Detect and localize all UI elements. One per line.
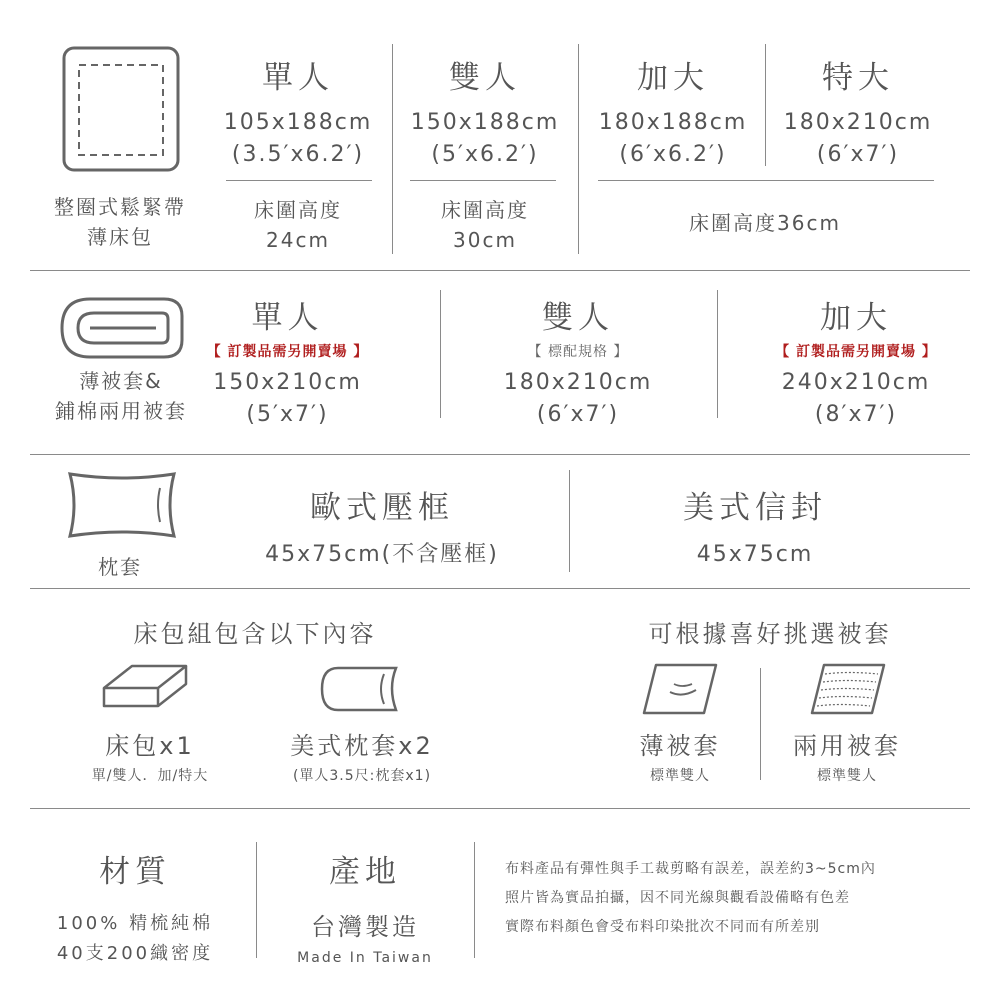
origin-title: 產地: [329, 854, 401, 890]
size-dim: 180x210cm: [783, 110, 933, 135]
height-single: [213, 195, 383, 255]
pillow-type-name: 美式信封: [683, 490, 827, 526]
size-dim: 105x188cm: [223, 110, 373, 135]
size-name: 特大: [822, 60, 894, 96]
duvet-choice-thin: [610, 726, 750, 785]
duvet-size-queen: [758, 292, 954, 431]
disclaimer-line: 布料產品有彈性與手工裁剪略有誤差，誤差約3~5cm內: [505, 861, 876, 877]
divider: [392, 44, 393, 254]
size-dim: 180x188cm: [598, 110, 748, 135]
pillowcase-label: 枕套: [98, 555, 142, 579]
size-dim-ft: (3.5′x6.2′): [231, 142, 365, 167]
pillow-type-dim: 45x75cm: [696, 542, 814, 567]
duvet-cover-label-line1: 薄被套&: [79, 369, 163, 393]
set-item-sub: 單/雙人．加/特大: [91, 768, 209, 784]
duvet-choice-quilted: [772, 726, 922, 785]
duvet-choice-name: 薄被套: [639, 732, 721, 760]
size-name: 加大: [820, 300, 892, 336]
size-name: 單人: [251, 300, 324, 336]
fitted-sheet-label-line1: 整圈式鬆緊帶: [54, 195, 186, 219]
divider: [765, 44, 766, 166]
divider: [598, 180, 934, 181]
disclaimer-line: 照片皆為實品拍攝，因不同光線與觀看設備略有色差: [505, 890, 850, 906]
origin-en: Made In Taiwan: [297, 950, 433, 966]
size-king: [773, 52, 943, 171]
fitted-sheet-label: [40, 192, 200, 252]
size-dim: 180x210cm: [503, 370, 653, 395]
set-item-pillowcase: [262, 726, 462, 785]
disclaimer-notes: [505, 855, 970, 942]
size-dim-ft: (6′x7′): [536, 402, 620, 427]
size-name: 雙人: [542, 300, 614, 336]
height-value: 30cm: [453, 228, 517, 252]
size-name: 加大: [637, 60, 709, 96]
size-double: [400, 52, 570, 171]
duvet-choice-sub: 標準雙人: [650, 768, 710, 784]
divider: [717, 290, 718, 418]
duvet-choice-name: 兩用被套: [793, 732, 901, 760]
divider: [410, 180, 556, 181]
size-dim: 240x210cm: [781, 370, 931, 395]
duvet-cover-label: [36, 366, 206, 426]
size-dim: 150x188cm: [410, 110, 560, 135]
fitted-sheet-icon: [62, 46, 180, 172]
pillow-type-american: [645, 482, 865, 571]
size-queen: [588, 52, 758, 171]
duvet-cover-label-line2: 鋪棉兩用被套: [55, 399, 187, 423]
section-divider: [30, 808, 970, 809]
pillowcase-icon: [64, 470, 180, 540]
divider: [474, 842, 475, 958]
pillow-type-euro: [262, 482, 502, 571]
size-dim: 150x210cm: [213, 370, 362, 395]
set-item-name: 床包x1: [105, 732, 195, 760]
height-queen-king: [600, 208, 930, 238]
standard-note: 【 標配規格 】: [527, 344, 629, 360]
divider: [760, 668, 761, 780]
height-label: 床圍高度36cm: [689, 211, 841, 235]
origin-block: [275, 846, 455, 966]
divider: [226, 180, 372, 181]
set-contents-title: 床包組包含以下內容: [133, 620, 377, 648]
duvet-cover-icon: [58, 296, 186, 360]
height-double: [400, 195, 570, 255]
disclaimer-line: 實際布料顏色會受布料印染批次不同而有所差別: [505, 919, 820, 935]
set-item-fitted-sheet: [60, 726, 240, 785]
size-dim-ft: (6′x7′): [816, 142, 900, 167]
size-dim-ft: (6′x6.2′): [619, 142, 727, 167]
material-line: 100% 精梳純棉: [56, 913, 214, 934]
divider: [569, 470, 570, 572]
section-divider: [30, 588, 970, 589]
duvet-size-double: [478, 292, 678, 431]
divider: [578, 44, 579, 254]
set-item-name: 美式枕套x2: [290, 732, 434, 760]
size-name: 單人: [262, 60, 334, 96]
size-name: 雙人: [449, 60, 521, 96]
fitted-sheet-box-icon: [100, 662, 190, 714]
size-dim-ft: (5′x6.2′): [431, 142, 539, 167]
divider: [440, 290, 441, 418]
height-label: 床圍高度: [254, 198, 342, 222]
height-value: 24cm: [266, 228, 330, 252]
custom-order-note: 【 訂製品需另開賣場 】: [206, 344, 369, 360]
quilted-duvet-icon: [808, 662, 888, 716]
thin-duvet-icon: [640, 662, 720, 716]
divider: [256, 842, 257, 958]
pillow-type-dim: 45x75cm(不含壓框): [265, 542, 499, 567]
section-divider: [30, 454, 970, 455]
pillow-icon: [318, 664, 408, 714]
size-single: [213, 52, 383, 171]
size-dim-ft: (5′x7′): [246, 402, 329, 427]
section-divider: [30, 270, 970, 271]
duvet-size-single: [200, 292, 375, 431]
custom-order-note: 【 訂製品需另開賣場 】: [775, 344, 937, 360]
origin-value: 台灣製造: [311, 913, 419, 941]
material-line: 40支200織密度: [56, 943, 214, 964]
material-block: [40, 846, 230, 969]
duvet-choice-title: 可根據喜好挑選被套: [648, 620, 892, 648]
pillow-type-name: 歐式壓框: [310, 490, 454, 526]
material-title: 材質: [99, 854, 171, 890]
set-item-sub: (單人3.5尺:枕套x1): [292, 768, 432, 784]
size-dim-ft: (8′x7′): [814, 402, 898, 427]
duvet-choice-sub: 標準雙人: [817, 768, 877, 784]
fitted-sheet-label-line2: 薄床包: [87, 225, 153, 249]
height-label: 床圍高度: [441, 198, 529, 222]
